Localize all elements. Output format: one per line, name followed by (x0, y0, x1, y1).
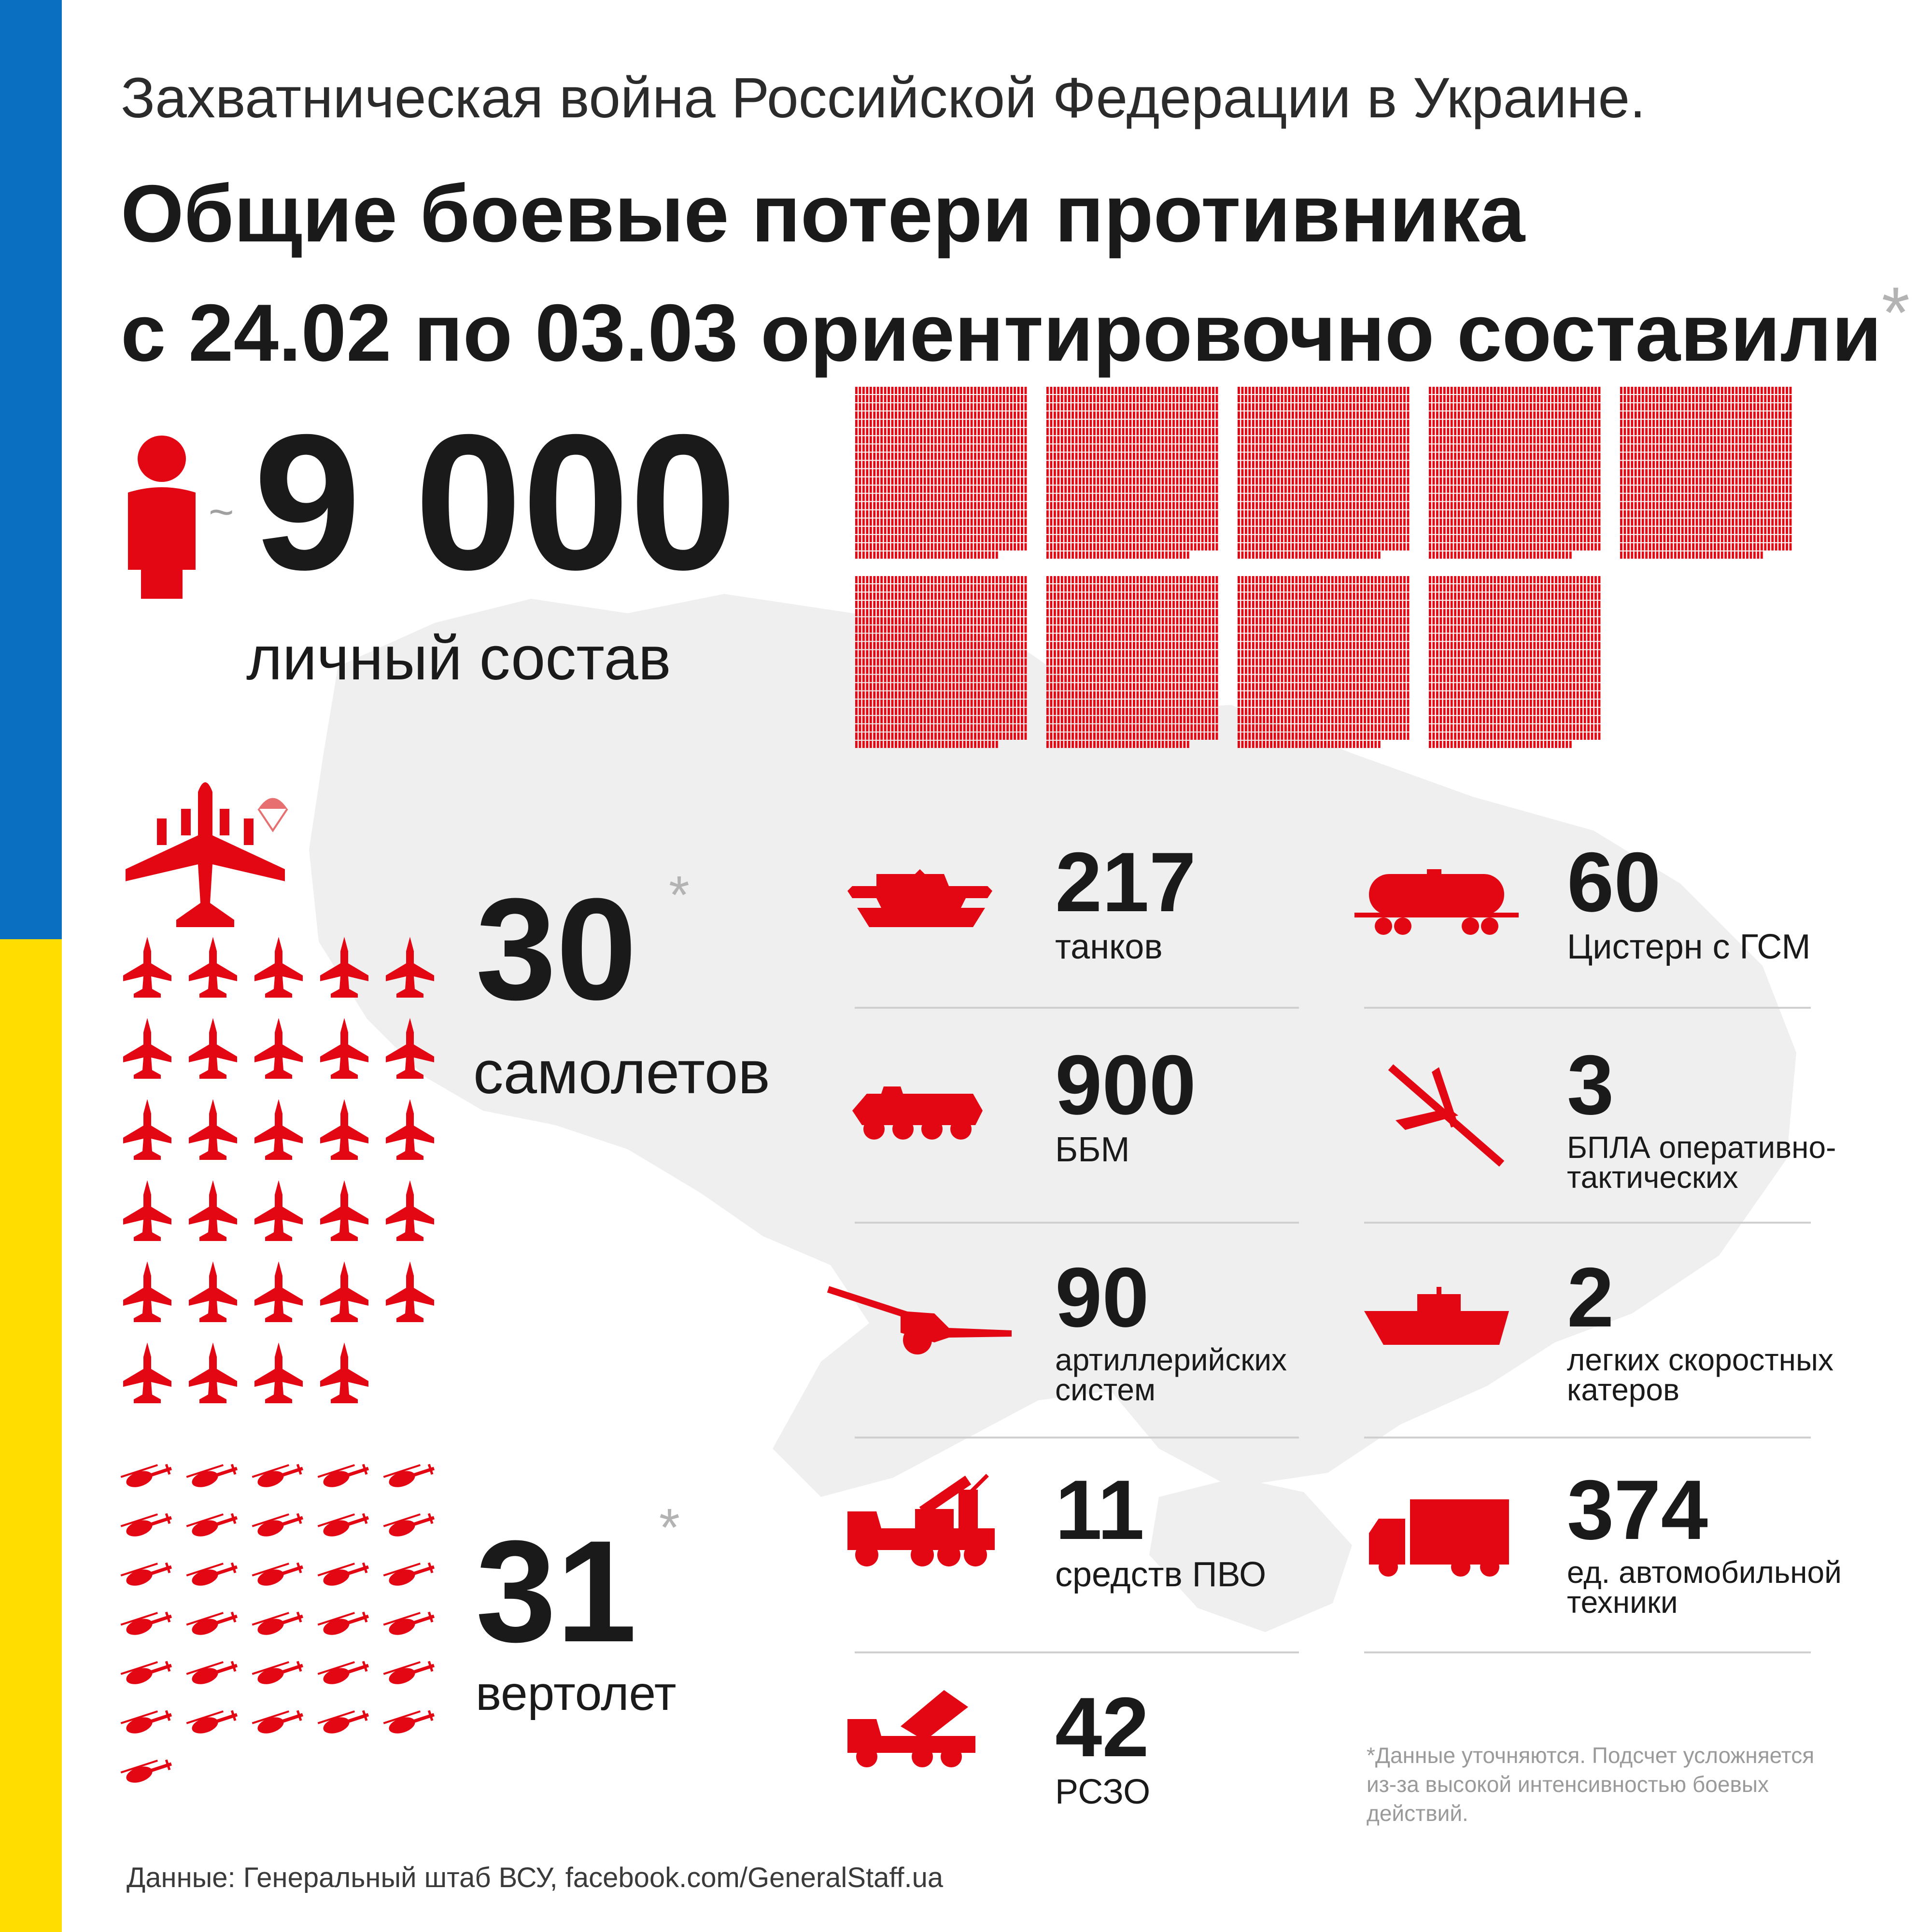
footnote-line-3: действий. (1367, 1801, 1468, 1826)
helicopter-label: вертолет (476, 1666, 677, 1720)
stat-mlrs-value: 42 (1055, 1680, 1149, 1775)
helicopter-icon (252, 1559, 305, 1590)
helicopter-icon (252, 1460, 305, 1491)
jet-icon (320, 1099, 368, 1160)
personnel-block (1620, 387, 1791, 559)
divider (1364, 1007, 1811, 1009)
stat-mlrs-label: РСЗО (1055, 1773, 1151, 1811)
air-defense-icon (843, 1475, 997, 1567)
footnote-line-2: из-за высокой интенсивностью боевых (1367, 1772, 1769, 1797)
stat-artillery-value: 90 (1055, 1251, 1149, 1345)
stat-boats-value: 2 (1567, 1251, 1614, 1345)
stat-vehicles-label-line-1: ед. автомобильной (1567, 1555, 1842, 1590)
helicopter-icon (383, 1460, 437, 1491)
personnel-label: личный состав (246, 624, 671, 693)
title-footnote-star: * (1881, 272, 1910, 353)
divider (855, 1007, 1299, 1009)
helicopter-footnote-star: * (659, 1498, 680, 1557)
page-title (121, 164, 1910, 382)
stat-drones-label-line-2: тактических (1567, 1160, 1738, 1195)
jet-icon (386, 1261, 434, 1322)
jet-icon (189, 1018, 237, 1079)
truck-icon (1369, 1499, 1509, 1577)
stat-drones-label-line-1: БПЛА оперативно- (1567, 1130, 1836, 1165)
helicopter-icon (252, 1706, 305, 1737)
aircraft-pictogram-grid (123, 937, 461, 1420)
stat-vehicles-label-line-2: техники (1567, 1585, 1678, 1620)
stat-boats-label-line-1: легких скоростных (1567, 1342, 1833, 1377)
apc-icon (852, 1086, 983, 1140)
helicopter-icon (186, 1706, 240, 1737)
jet-icon (123, 1099, 171, 1160)
helicopter-icon (121, 1706, 174, 1737)
footnote-line-1: *Данные уточняются. Подсчет усложняется (1367, 1743, 1815, 1768)
helicopter-pictogram-grid (120, 1458, 458, 1806)
helicopter-icon (383, 1509, 437, 1540)
helicopter-icon (318, 1608, 371, 1639)
stat-vehicles-label (1567, 1555, 1842, 1620)
personnel-block (855, 387, 1027, 559)
divider (1364, 1437, 1811, 1438)
stat-drones-value: 3 (1567, 1038, 1614, 1132)
tank-car-icon (1354, 869, 1519, 937)
jet-icon (254, 1018, 303, 1079)
personnel-value: 9 000 (254, 394, 737, 610)
stat-tanks-value: 217 (1055, 835, 1196, 930)
divider (855, 1437, 1299, 1438)
helicopter-icon (186, 1509, 240, 1540)
jet-icon (254, 1261, 303, 1322)
personnel-block (1238, 387, 1409, 559)
divider (1364, 1651, 1811, 1653)
source-credit: Данные: Генеральный штаб ВСУ, facebook.com/GeneralStaff.ua (127, 1862, 944, 1893)
tank-icon (847, 869, 992, 927)
stat-air-defense-label: средств ПВО (1055, 1555, 1267, 1594)
jet-icon (320, 937, 368, 998)
stat-boats (1567, 1251, 1833, 1407)
helicopter-icon (121, 1509, 174, 1540)
stat-drones-label (1567, 1130, 1836, 1195)
jet-icon (189, 1261, 237, 1322)
jet-icon (320, 1342, 368, 1403)
divider (855, 1651, 1299, 1653)
stat-artillery-label-line-2: систем (1055, 1372, 1156, 1407)
jet-icon (123, 1342, 171, 1403)
jet-icon (189, 1180, 237, 1241)
helicopter-icon (186, 1559, 240, 1590)
jet-icon (320, 1180, 368, 1241)
jet-icon (320, 1261, 368, 1322)
personnel-tilde: ~ (209, 488, 234, 536)
stat-tanks-label: танков (1055, 928, 1163, 966)
jet-icon (386, 937, 434, 998)
helicopter-value: 31 (476, 1510, 637, 1672)
helicopter-icon (121, 1608, 174, 1639)
divider (1364, 1222, 1811, 1224)
jet-icon (189, 1342, 237, 1403)
stat-vehicles (1567, 1463, 1842, 1620)
aircraft-label: самолетов (473, 1039, 770, 1106)
helicopter-icon (318, 1657, 371, 1688)
stat-drones (1567, 1038, 1836, 1195)
jet-icon (254, 937, 303, 998)
personnel-block (1429, 387, 1600, 559)
helicopter-icon (318, 1509, 371, 1540)
helicopter-icon (186, 1657, 240, 1688)
helicopter-icon (383, 1559, 437, 1590)
helicopter-icon (252, 1657, 305, 1688)
stat-mlrs (1055, 1680, 1151, 1811)
helicopter-icon (318, 1460, 371, 1491)
jet-icon (386, 1018, 434, 1079)
parachute-icon (256, 794, 290, 833)
personnel-block (855, 576, 1027, 748)
jet-icon (386, 1099, 434, 1160)
stat-tank-cars-value: 60 (1567, 835, 1661, 930)
drone-icon (1386, 1062, 1507, 1169)
stat-apc (1055, 1038, 1196, 1169)
stat-vehicles-value: 374 (1567, 1463, 1708, 1557)
boat-icon (1364, 1287, 1509, 1345)
divider (855, 1222, 1299, 1224)
stat-apc-label: ББМ (1055, 1130, 1130, 1169)
jet-icon (386, 1180, 434, 1241)
jet-icon (123, 1261, 171, 1322)
subtitle: Захватническая война Российской Федерации в Украине. (121, 66, 1646, 130)
stat-boats-label (1567, 1342, 1833, 1407)
aircraft-footnote-star: * (669, 865, 690, 925)
footnote (1367, 1741, 1814, 1828)
personnel-figures (855, 387, 1791, 748)
personnel-block (1046, 576, 1218, 748)
title-line-2 (121, 263, 1910, 382)
personnel-block (1429, 576, 1600, 748)
helicopter-icon (383, 1608, 437, 1639)
aircraft-value: 30 (476, 868, 637, 1030)
jet-icon (123, 1018, 171, 1079)
helicopter-icon (121, 1756, 174, 1787)
mlrs-icon (843, 1680, 978, 1767)
stat-artillery (1055, 1251, 1287, 1407)
jet-icon (123, 1180, 171, 1241)
personnel-pictogram-grid (855, 386, 1796, 748)
jet-icon (189, 937, 237, 998)
jet-icon (189, 1099, 237, 1160)
stat-tank-cars (1567, 835, 1811, 966)
jet-icon (123, 937, 171, 998)
stat-apc-value: 900 (1055, 1038, 1196, 1132)
helicopter-icon (121, 1559, 174, 1590)
personnel-block (1238, 576, 1409, 748)
stat-tanks (1055, 835, 1196, 966)
stat-artillery-label (1055, 1342, 1287, 1407)
helicopter-icon (383, 1706, 437, 1737)
stat-tank-cars-label: Цистерн с ГСМ (1567, 928, 1811, 966)
helicopter-icon (121, 1460, 174, 1491)
jet-icon (254, 1180, 303, 1241)
jet-icon (254, 1342, 303, 1403)
jet-icon (320, 1018, 368, 1079)
helicopter-icon (252, 1608, 305, 1639)
personnel-block (1046, 387, 1218, 559)
helicopter-icon (318, 1706, 371, 1737)
helicopter-icon (383, 1657, 437, 1688)
artillery-icon (828, 1284, 1012, 1357)
title-line-1: Общие боевые потери противника (121, 168, 1525, 259)
stat-air-defense (1055, 1463, 1267, 1594)
helicopter-icon (121, 1657, 174, 1688)
stat-artillery-label-line-1: артиллерийских (1055, 1342, 1287, 1377)
stat-air-defense-value: 11 (1055, 1463, 1144, 1557)
helicopter-icon (318, 1559, 371, 1590)
stat-boats-label-line-2: катеров (1567, 1372, 1679, 1407)
soldier-icon (126, 435, 198, 599)
jet-icon (254, 1099, 303, 1160)
helicopter-icon (186, 1460, 240, 1491)
helicopter-icon (186, 1608, 240, 1639)
helicopter-icon (252, 1509, 305, 1540)
title-line-2-text: с 24.02 по 03.03 ориентировочно составили (121, 287, 1882, 378)
